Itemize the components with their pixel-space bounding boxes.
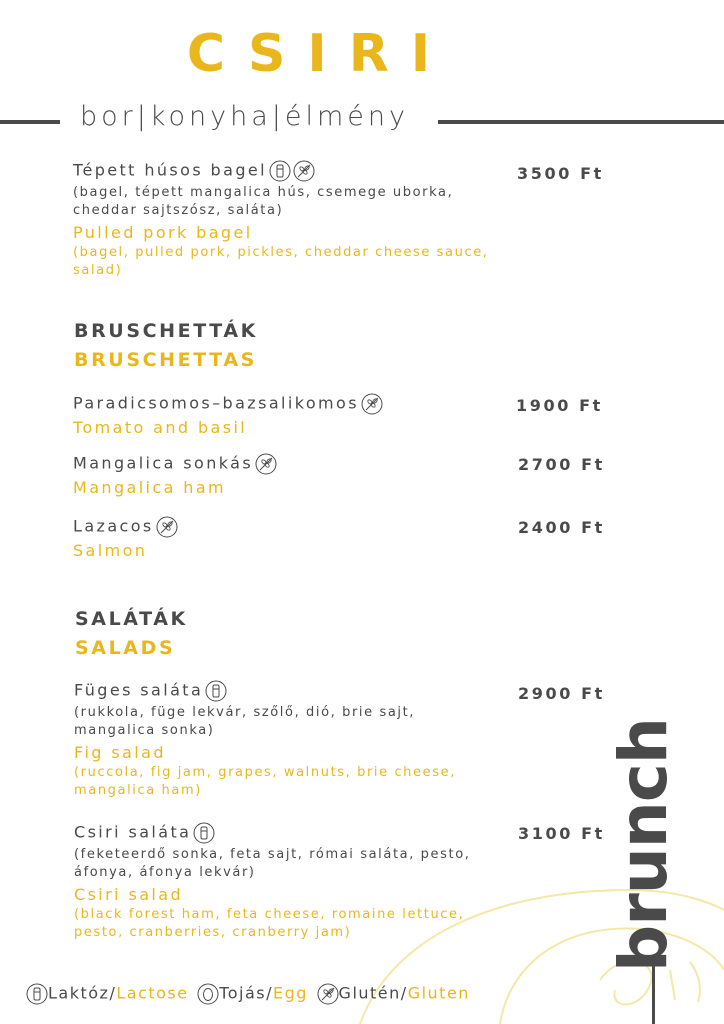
legend-gluten-en: Gluten (407, 983, 470, 1003)
brand-header (0, 24, 724, 84)
item-name: Tépett húsos bagel (73, 160, 267, 180)
item-name-en: Csiri salad (74, 885, 184, 904)
section-title-bruschetta-hu: BRUSCHETTÁK (74, 320, 258, 342)
legend-lactose-en: Lactose (116, 983, 189, 1003)
lactose-icon (269, 160, 291, 182)
item-description: (bagel, tépett mangalica hús, csemege uborka, cheddar sajtszósz, saláta) (73, 185, 454, 218)
item-price: 2700 Ft (518, 455, 605, 474)
tagline-rule-left (0, 120, 60, 124)
menu-item-tomato-basil (73, 393, 383, 437)
item-name: Csiri saláta (74, 822, 192, 842)
brand-logo: CSIRI (186, 24, 453, 84)
item-name: Mangalica sonkás (73, 453, 254, 473)
item-name-en: Tomato and basil (73, 418, 248, 437)
lactose-icon (205, 680, 227, 702)
tagline-rule-right (438, 120, 724, 124)
gluten-icon (317, 983, 339, 1005)
lactose-icon (26, 983, 48, 1005)
item-name: Füges saláta (74, 680, 204, 700)
gluten-icon (293, 160, 315, 182)
item-price: 3100 Ft (518, 824, 605, 843)
item-price: 3500 Ft (517, 164, 604, 183)
item-description-en: (black forest ham, feta cheese, romaine lettuce, pesto, cranberries, cranberry jam) (74, 907, 465, 940)
item-price: 2900 Ft (518, 684, 605, 703)
egg-icon (197, 983, 219, 1005)
menu-item-bagel (73, 160, 523, 280)
section-title-bruschetta-en: BRUSCHETTAS (74, 349, 257, 371)
legend-lactose-hu: Laktóz (48, 983, 110, 1003)
item-name-en: Mangalica ham (73, 478, 227, 497)
side-label-text: brunch (605, 718, 682, 972)
legend-egg-hu: Tojás (219, 983, 267, 1003)
lactose-icon (193, 822, 215, 844)
legend-gluten-hu: Glutén (338, 983, 401, 1003)
item-name-en: Fig salad (74, 743, 166, 762)
item-price: 2400 Ft (518, 518, 605, 537)
legend-egg-en: Egg (273, 983, 308, 1003)
menu-item-mangalica-ham (73, 453, 277, 497)
item-name: Paradicsomos–bazsalikomos (73, 393, 359, 413)
item-price: 1900 Ft (516, 396, 603, 415)
item-description: (rukkola, füge lekvár, szőlő, dió, brie sajt, mangalica sonka) (74, 705, 416, 738)
gluten-icon (156, 516, 178, 538)
gluten-icon (255, 453, 277, 475)
side-label-brunch (604, 682, 684, 972)
item-description-en: (bagel, pulled pork, pickles, cheddar cheese sauce, salad) (73, 245, 489, 278)
tagline: bor|konyha|élmény (80, 101, 410, 132)
menu-item-fig-salad (74, 680, 504, 800)
item-name-en: Pulled pork bagel (73, 223, 253, 242)
menu-item-csiri-salad (74, 822, 504, 942)
allergen-legend: Laktóz/Lactose Tojás/Egg Glutén/Gluten (26, 983, 470, 1005)
section-title-salads-hu: SALÁTÁK (75, 608, 188, 630)
section-title-salads-en: SALADS (75, 637, 176, 659)
item-description: (feketeerdő sonka, feta sajt, római saláta, pesto, áfonya, áfonya lekvár) (74, 847, 471, 880)
item-name-en: Salmon (73, 541, 148, 560)
item-name: Lazacos (73, 516, 154, 536)
gluten-icon (361, 393, 383, 415)
menu-item-salmon (73, 516, 178, 560)
item-description-en: (ruccola, fig jam, grapes, walnuts, brie cheese, mangalica ham) (74, 765, 456, 798)
